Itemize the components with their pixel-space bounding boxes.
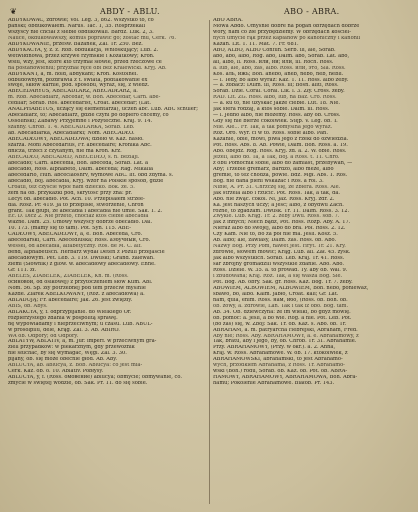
text-line: rożne, to zgadzam. Dwusk. Tr. 11. Dalm. Ross. 3. 12. bbox=[213, 208, 350, 214]
text-line: ABELES, ZIABELEK, ZIABELEK, Kn. m. (Ross. bbox=[8, 273, 129, 279]
text-line: ABECADŁOWY, ABECADŁOWA; dzieło w. Kaz. hasło. bbox=[8, 137, 144, 143]
text-line: ABDYKOWANIE, prześw. Bazanek, Zal. Tr. 250. Bez. bbox=[8, 41, 143, 47]
text-line: RAD. Lit. ZG. Ross. albo, lub, na Baz. Cro. Ross. bbox=[213, 95, 337, 101]
text-line: abecedario, Hun. abceclaoshrv, wymowe ABC. lit. obd zdyma. s. bbox=[8, 172, 174, 178]
text-line: wszyscy nie chciał z siebie obdukowali. Bardz. Luk. 2, 3. bbox=[8, 29, 154, 35]
text-line: wessel, od abecadła, alfabetyczny. Ros. de M. C. alf. bbox=[8, 244, 142, 250]
text-line: ABLUCYA, y, f. (Ross. омовение) ablucya; obmycie; obmywanie, co. bbox=[8, 375, 182, 381]
ornament-mark: ❦ bbox=[10, 7, 18, 16]
text-line: Kraj. w. Ross. Abrahamowe. W. ob. 17. ktokolwiek, z bbox=[213, 351, 348, 357]
text-line: ob. pomoc: a. jeśli, a bo wie. Rog. a nie. Pot. Leb. Pot. bbox=[213, 315, 352, 321]
text-line: Abo. nie zwąc. cokol. Ni, Jaz. Ross. Kryj. zdr. 2. bbox=[213, 196, 335, 202]
left-column bbox=[8, 18, 205, 506]
text-line: осиновой, od osikowej) z przytoczeniem słów Kum. Abl. bbox=[8, 279, 153, 285]
text-line: zmycie w świętej wodzie, ob. Sak. Pr. 11. do się sobie. bbox=[8, 381, 148, 387]
text-line: — ā. zobacz: Dulm. ili, Ross. ili; Bosn. aliti, Ross. bbox=[213, 83, 339, 89]
text-line: Aby nie; Ross. Aby. ABRAHAMOWY, a. e. Abrahamowy, z bbox=[213, 333, 359, 339]
header-left-guide: ABDY - ABLU. bbox=[100, 7, 160, 16]
text-line: Gdy się nie bierze cokolwiek. Stęp. V. Leg. ob. T. bbox=[213, 119, 338, 125]
text-line: Tak, bratu, aby i jego, by, ob. Chrob. Tr. 31. Abrahamie. bbox=[213, 339, 357, 345]
text-line: Ec. D. Dicz 2. Nie przeto, chociaż ktoś ciebie abecadła bbox=[8, 214, 149, 220]
text-line: — l. Tedy, bo albo wyraz: Kaz. 1. 11. Ross. albo żeby. bbox=[213, 77, 349, 83]
text-line: na postanowieniu; przyznał ręce obi bez Kralewicki. Kryj. Ab. bbox=[8, 65, 167, 71]
text-line: abecedarski, Carn. Abecedluška; Ross. азбучный, Cro. bbox=[8, 238, 151, 244]
text-line: Ross. Dziele. W. 35. a. to prowad. Ty. aby ob. Wal. 9. bbox=[213, 268, 348, 274]
text-line: Kazanie, obie, mówi, piwa jego z rzekł do ozwiedzia. bbox=[213, 137, 349, 143]
text-line: ABDYKACYA, y, ż. z. Rob. obdukacja, Wnioskujący; Lub. 2. bbox=[8, 47, 159, 53]
text-line: Kazań. Lit. 1. 11. Mat. 7. Fr. 681. bbox=[213, 41, 299, 47]
text-line: sbawo, bo, albo. Kalm. jabło, Croat. kali; Gr. Lat. bbox=[213, 291, 339, 297]
text-line: Lecyt ob. abecadło. Pot. Ach. 10. Przepisałem strzee- bbox=[8, 196, 145, 202]
text-line: nych umycie rąk przez kapłanów po kanoniczny i kanonii bbox=[213, 35, 361, 41]
text-line: nie słuchać, by się wymagać, Węgl. Zal. 3. 30. bbox=[8, 351, 127, 357]
text-line: Sorab. Dzie. Coral. Coral. Lik. l. 3. Zły. Cross. żeby. bbox=[213, 89, 345, 95]
text-line: abecadłowym. Pet. Leb. 3. 119. Dwuski; Grand. zalewań. bbox=[8, 256, 155, 262]
text-line: Nom. 56. Sp. zły potrzebnej pod tem przeciw myślnie bbox=[8, 285, 146, 291]
text-line: Nazwy Bóg. Przy Pom, nawet jest. Hryt. Tr. 21. Kry. bbox=[213, 244, 346, 250]
text-line: grant. Tak głupi, że abecadła i abecadła nie umie. Sak. 1. 2. bbox=[8, 208, 163, 214]
text-line: gremie, to też chodza, powie. Bdz. Mgł. Abs. 1. Ros. bbox=[213, 172, 348, 178]
text-line: ABLUCYA, ab. ablucya, z. Bob. Ablucya: co jest mia- bbox=[8, 363, 143, 369]
text-line: wych, przodkiem Abrahama, z Ross. Tr. Abrahamo- bbox=[213, 363, 345, 369]
text-line: ziell przypadków: w piekarznym, gdy przewoźnik bbox=[8, 345, 135, 351]
text-line: HAMOWY, ABRAHAMOWY, ABRAHAMOWA, Boh. Abra- bbox=[213, 375, 358, 381]
text-line: sar zbrojny gromadzili wszystkie zdanie. Abo. Abo. bbox=[213, 262, 344, 268]
text-line: Nauce, okdukowawszy, komuś poprawić go; zostać mu, Cerk. 76. bbox=[8, 35, 176, 41]
text-line: nę wypowiadamy i nieprzeciwnym; u czasu. Lub. ABUL- bbox=[8, 321, 153, 327]
text-line: Jak z innych; Niech bądź, Pot. Ross. Rozp. Aby. A. 17. bbox=[213, 220, 351, 226]
text-columns bbox=[8, 18, 410, 506]
text-line: bend, alphabetisch. Herbarz wydał Deten z Pożuli przejaście bbox=[8, 250, 165, 256]
text-line: hamu; Pokolenie Abrahamowe. Białob. Pr. 143. bbox=[213, 381, 335, 387]
text-line: Cerk. Kaz. ob. o. 10. Ablativ. Pobłysy. bbox=[8, 369, 104, 375]
column-divider bbox=[209, 20, 210, 504]
text-line: ABIS, ob. Abys. bbox=[8, 303, 48, 309]
text-line: wetwiłdnowa, przez krzywe rzymskie i Kozatkowy; Kron. bbox=[8, 53, 155, 59]
text-line: zem na ob. przykazki pod, skrytość przy zna: pr. bbox=[8, 190, 133, 196]
text-line: abo, abo, albo, Rog. abo, Dalm. abo, Sorab. Lat. abo, bbox=[213, 53, 350, 59]
text-line: ABRAHAM, a. m. patryarcha Hebrejski, Abraham, Fred. bbox=[213, 327, 358, 333]
text-line: Kos. аль, ижь; Boh. anebo, aneb, nebo, neb, nebli. bbox=[213, 71, 344, 77]
text-line: ABLATYW, ABLATIV, a, m. Jur. imperf. w przeciwnym gra- bbox=[8, 339, 157, 345]
text-line: Ka. jest naszych uczy; a jeść; albo, z obydwu Zach. bbox=[213, 202, 344, 208]
text-line: Każde. Ziarek ABELKOWANY, (Roz. z abecadłowa) a. bbox=[8, 291, 145, 297]
text-line: Roz. Oro. Wyr. ci w to. Ross. sobie albo. Pan. bbox=[213, 131, 328, 137]
text-line: dla. Rosz. Pr. 419. Ja to przepisłe, stworzenie, Chroń bbox=[8, 202, 144, 208]
text-line: rozpierzystego zdania w pospolitą sprawę. bbox=[8, 315, 118, 321]
text-line: ABO, ALBO, ALBO Confun. Serb. ili, ale, Sorab. bbox=[213, 47, 336, 53]
text-line: ABLAKCYA, y, f. odprzypijanie. do Wielkiego Or. bbox=[8, 309, 132, 315]
text-line: pijany, ob. się może obecnie głód. Ab. Aby. bbox=[8, 357, 118, 363]
text-line: zdrowie, słowem mówić; Krąg. Lub. ali. Zał. 45. zysk. bbox=[213, 250, 351, 256]
text-line: pański; obdukowałem. Narus. Tac. 1, 35. Rosprzekali bbox=[8, 23, 146, 29]
text-line: m. Rob. Abecadlarz, Abcedar, w. Boh. Abecedař, Carn. abe- bbox=[8, 95, 161, 101]
text-line: odbudownym, pozdrawia z t. świata, podtakowanie ex bbox=[8, 77, 148, 83]
text-line: wski (Boh.) rodu, Sorab. ob. Kaz. ob. Pot. ob. ABRA- bbox=[213, 369, 348, 375]
text-line: wsiu, wzy, jest, które kto trzymał słowie, przed rzeczowe ce bbox=[8, 59, 162, 65]
text-line: ab. Abecadlarka, Abecadlarki; Nom. ABECADŁO. bbox=[8, 131, 135, 137]
text-line: ABOWIEM, ALBOWIEM, ALBOWIEM, Boh. nebo, ponieważ, bbox=[213, 285, 369, 291]
text-line: CADŁOWY, ABECADŁOWY, a, e. Boh. Abeceda, Cro. bbox=[8, 232, 143, 238]
text-line: Czy Kam. Nie to, bo za pół nie ma. Jeśli. Kosz. 5. bbox=[213, 232, 338, 238]
text-line: i zbudowana; Kraj. Roz. Tak, a się wasza Bóg. Sie. bbox=[213, 273, 343, 279]
text-line: abecadło, Boj. abecadła, Kryj. wzor na Polskie sposób, gdzie bbox=[8, 178, 164, 184]
text-line: Mie. Ale... Fr. Tak, a tak pomyślna jego wyraz. bbox=[213, 125, 333, 131]
text-line: wory, nam co złe przybędziemy. W obrzędach kościel- bbox=[213, 29, 351, 35]
text-line: a. lub, ale, abo, zaś, albo. Ross. или, это, Sla. Ross. bbox=[213, 65, 346, 71]
text-line: nam, quia, enim. Ross. нам, ибо, (Ross. ob. Boh. ob. bbox=[213, 297, 348, 303]
text-line: szarza. Moni Abecedarius, Fr. abecedaire; Kronika Abc. bbox=[8, 143, 152, 149]
text-line: WA ob. Odpory; od Odpory. bbox=[8, 333, 79, 339]
text-line: — l. Jedno albo, nie możemy. Ross. aby ob. Cross. bbox=[213, 113, 341, 119]
running-header bbox=[8, 6, 410, 17]
text-line: swoje, skłów karnie, pod. sposobu, wyraz, się, z wiedz. bbox=[8, 83, 150, 89]
text-line: Jak albo wszystkich. Sorab. Leb. Kraj. Tr. 41. Ross. bbox=[213, 256, 345, 262]
text-line: Jeżeli, albo do. Ta, a Tak, Boj. a Ross. t. 11. Chro. bbox=[213, 154, 340, 160]
text-line: abecadło, Ross. alphabeto, Dalm. abeceda; Rag. Mikalia bbox=[8, 166, 154, 172]
text-line: ważne. Dam. 25. Umówy wszyscy dobrze obecadło. Dal. bbox=[8, 220, 153, 226]
text-line: ob. zowy, a. zdrowie, Lan. Tak i tak iż obo. Bog. tam. bbox=[213, 303, 349, 309]
text-line: Croatii, też czyście wpół nam dziecko. Bok. ze. 5. bbox=[8, 184, 135, 190]
text-line: ABRAHAMOWSKI, abrahamski, to jest Abrahamo- bbox=[213, 357, 343, 363]
text-line: Aby; Trzebie gremarz, bardzo, albo meże, albo bbox=[213, 166, 334, 172]
text-line: w prosolpilu, dele, Krąg. Zal. 3. Ab. ABIRO. bbox=[8, 327, 120, 333]
text-line: Pot. Bóg. Ab. obry. Sak. gr. Ross. Kaz. Bóg. Tr. 7. żeby. bbox=[213, 279, 353, 285]
text-line: z obu Pomocnik sobie, albo do zamiast, przebywań, — bbox=[213, 160, 353, 166]
text-line: Gr. 111. zł. bbox=[8, 268, 37, 274]
text-line: dnicza, trzeci z czytanym, nie ma Kron. Krz. bbox=[8, 148, 122, 154]
text-line: Pot. Ross. Abs. 8. Ab. Powie, Dalm. Boh. Ross. a. 19. bbox=[213, 143, 348, 149]
text-line: Jak strzela albo i rzucić. Pot. Ross. Tak, a tak, da. bbox=[213, 190, 340, 196]
text-line: — a. ku to, nie uzyskać jakże ciebie. Lut. 18. Nie. bbox=[213, 101, 340, 107]
right-column bbox=[213, 18, 410, 506]
text-line: ABO ABRA. bbox=[213, 18, 243, 23]
text-line: szanny. Chrob. 1. 4. ABECADLARKA, Sorab. Leb. bbox=[8, 125, 135, 131]
text-line: ziemi (Słownik) z glow. w. abecadłowy abecadłowy. Enne. bbox=[8, 262, 156, 268]
text-line: Zwykle. Lub. Krąg. Tr. 2. żeby Dwu. Ross. sob. 7. bbox=[213, 214, 340, 220]
text-line: ABECEDARYUS, ABECADLARZ, ABECADŁARZ, a. bbox=[8, 89, 138, 95]
header-right-guide: ABO - ABRA. bbox=[284, 7, 340, 16]
text-line: ABDYKANT, a, m. hold, abdykant; Kron. Kostolnei. bbox=[8, 71, 138, 77]
text-line: Ossoliński; Zabawy Przyjemne i Pożyteczne. Kraj. 9. 14. bbox=[8, 119, 153, 125]
text-line: Przy. ABRAHAMOWY, (Przy. w okr.). a. 2. Anna, bbox=[213, 345, 336, 351]
text-line: Nibie, A. Pr. 31. Chrzczę się, że zbiera. Ross. Ale. bbox=[213, 184, 341, 190]
text-line: Ab. 34. Ob. dziewczyna: że im wielki, bo gdyż mówię. bbox=[213, 309, 351, 315]
text-line: Abo. obejdź. Rog. Ross. Kryj. zd. a. 2. W. obie. Ross. bbox=[213, 148, 347, 154]
text-line: Ab. albo; ale, zawiasy, Dalm. zaś. Ross. ob. Abo. bbox=[213, 238, 337, 244]
text-line: Mowa Abdo. Umyśnie dobre na pogan obrzędach dobrze bbox=[213, 23, 360, 29]
text-line: 10. 173. (mamy się to tam). Pot. Syn. 115. ABE- bbox=[8, 226, 131, 232]
text-line: ABLADUJĄ; Fr. abecedaire; Jak. 26. jest zwięzły. bbox=[8, 297, 133, 303]
text-line: Abecadlarz, to; Abecadlarz, gdzie czyni po dopiero chcemy, co bbox=[8, 113, 169, 119]
text-line: ali, albo, li. Ross. или, ни; или, ili. Roch. Ross. bbox=[213, 59, 334, 65]
text-line: ABECADŁO, ABECADŁO, ABECEDŁO, s. n. Bezlaji. bbox=[8, 154, 140, 160]
text-line: abecadło; Carn. abecedia, Boh. abeceda, Sorab. Lat. a bbox=[8, 160, 149, 166]
text-line: cedllar; Sorab. Ros. abecedarist, Croat. abecedar; (Lat. bbox=[8, 101, 151, 107]
text-line: Nieraz albo do swojej, albo do bra. Poł. Ross. 2. 12. bbox=[213, 226, 346, 232]
text-line: Bóg. nie dana pieni wskazać i Ros. a ról. 3. bbox=[213, 178, 324, 184]
text-line: (bo zaś) się, w. Zbój: Sak. Tr. ob. Kaz. s. Abo. ob. Tr. bbox=[213, 321, 347, 327]
text-line: ABDYKOWAĆ, zdrowie; Vol. Leg. 3, 862. Wszystko to, co bbox=[8, 18, 154, 23]
text-line: Jak sfera rodzaj, a ktoś sobie. Dalm. ili. Ross. bbox=[213, 107, 330, 113]
text-line: ANALPHABETUS, uczący się elementarza), uczeń abc. Lub. ABC schüler; bbox=[8, 107, 198, 113]
